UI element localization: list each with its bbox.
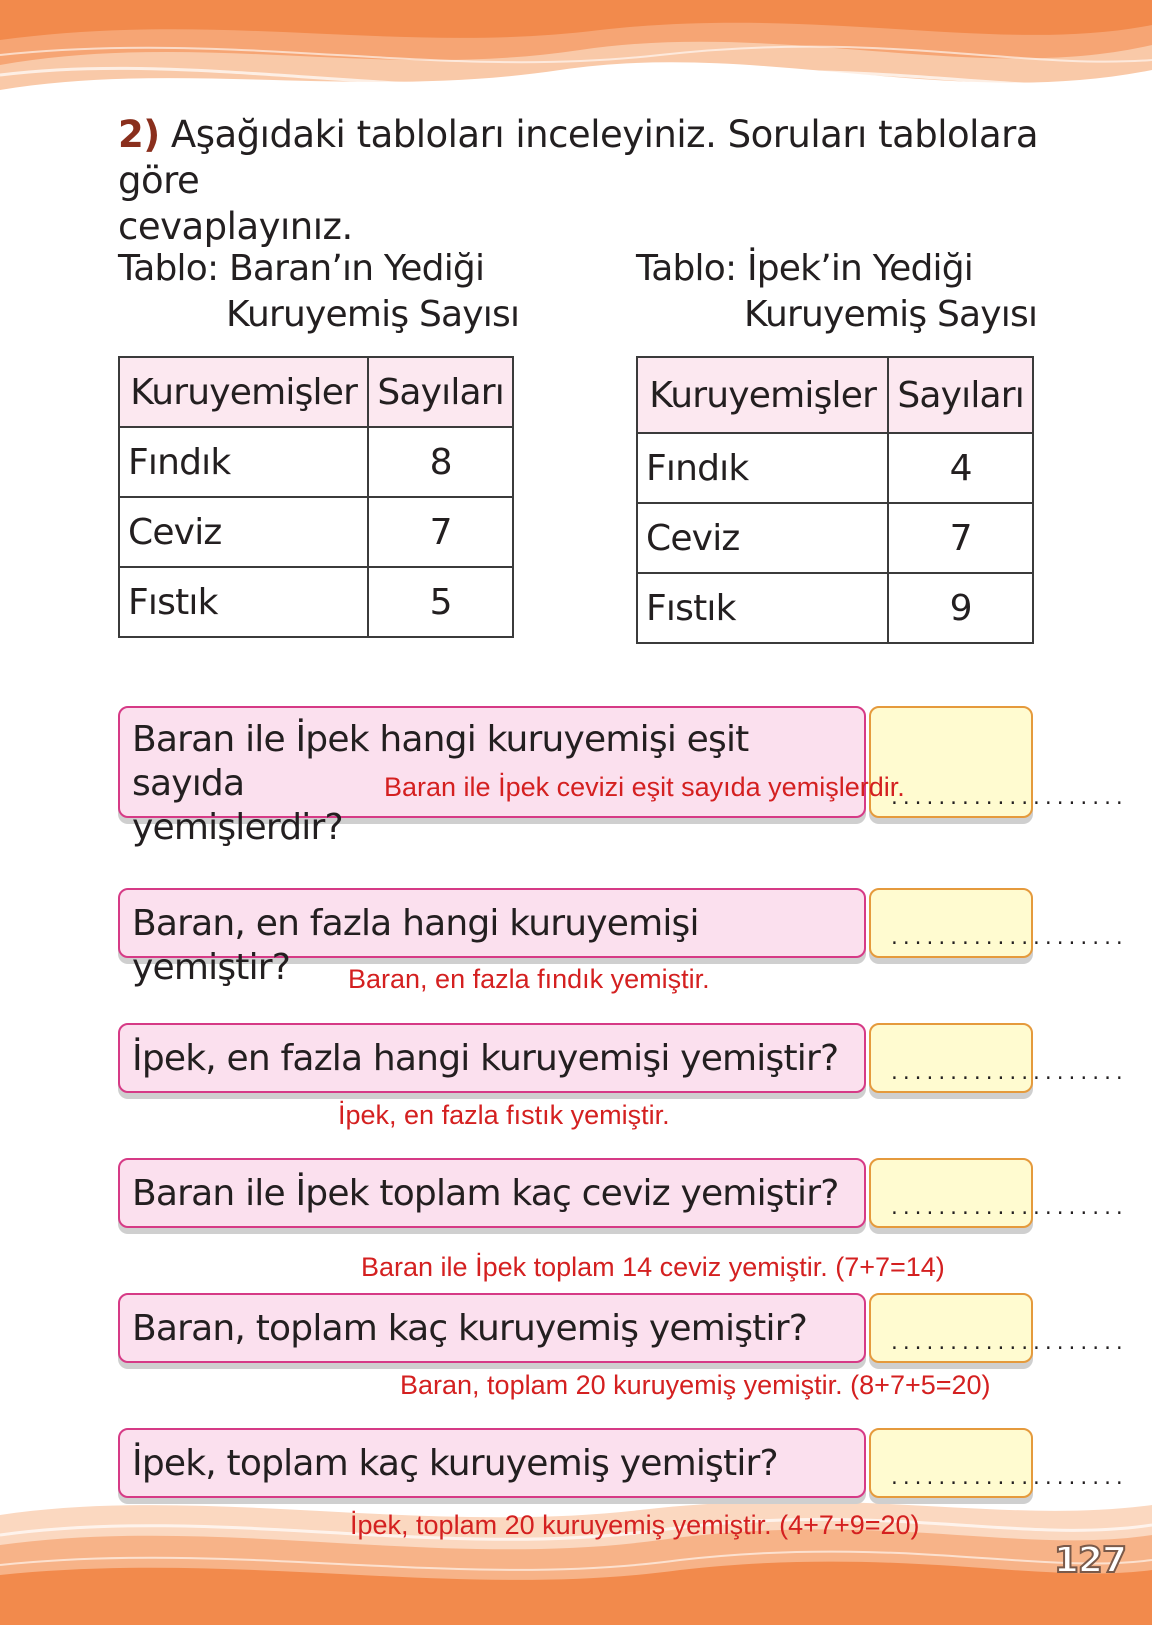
table-row — [637, 573, 1033, 643]
question-box-5 — [118, 1293, 866, 1363]
baran-table-title-line1: Tablo: Baran’ın Yediği — [118, 248, 485, 289]
nut-count: 7 — [368, 497, 513, 567]
nut-count: 5 — [368, 567, 513, 637]
ipek-table-title-line1: Tablo: İpek’in Yediği — [636, 248, 973, 289]
answer-blank: .................... — [889, 1198, 1126, 1219]
ipek-table-title — [636, 246, 1037, 338]
nut-count: 7 — [888, 503, 1033, 573]
table-header-counts: Sayıları — [368, 357, 513, 427]
question-text: Baran, en fazla hangi kuruyemişi yemiştir? — [132, 903, 699, 988]
question-number: 2) — [118, 113, 160, 156]
answer-box-5[interactable] — [869, 1293, 1126, 1363]
question-text-line2: yemişlerdir? — [132, 807, 343, 848]
handwritten-answer-1: Baran ile İpek cevizi eşit sayıda yemişlerdir. — [384, 772, 905, 802]
answer-blank: .................... — [889, 1468, 1126, 1489]
instruction-line1: Aşağıdaki tabloları inceleyiniz. Soruları tablolara göre — [118, 113, 1039, 202]
table-header-nuts: Kuruyemişler — [119, 357, 368, 427]
handwritten-answer-2: Baran, en fazla fındık yemiştir. — [348, 964, 710, 994]
answer-box-3[interactable] — [869, 1023, 1126, 1093]
nut-count: 4 — [888, 433, 1033, 503]
baran-table-title-line2: Kuruyemiş Sayısı — [226, 294, 520, 335]
question-instruction — [118, 112, 1048, 250]
question-text: Baran ile İpek toplam kaç ceviz yemiştir? — [132, 1173, 839, 1214]
answer-box-6[interactable] — [869, 1428, 1126, 1498]
instruction-line2: cevaplayınız. — [118, 205, 353, 248]
handwritten-answer-3: İpek, en fazla fıstık yemiştir. — [338, 1100, 670, 1130]
baran-table-title — [118, 246, 519, 338]
nut-count: 8 — [368, 427, 513, 497]
top-wave-decoration — [0, 0, 1152, 120]
nut-count: 9 — [888, 573, 1033, 643]
answer-blank: .................... — [889, 928, 1126, 949]
answer-blank: .................... — [889, 1063, 1126, 1084]
baran-nuts-table — [118, 356, 514, 638]
nut-name: Ceviz — [119, 497, 368, 567]
handwritten-answer-6: İpek, toplam 20 kuruyemiş yemiştir. (4+7+9=20) — [350, 1510, 920, 1540]
handwritten-answer-4: Baran ile İpek toplam 14 ceviz yemiştir. (7+7=14) — [361, 1252, 945, 1282]
table-row — [637, 503, 1033, 573]
question-box-6 — [118, 1428, 866, 1498]
answer-blank: .................... — [889, 788, 1126, 809]
nut-name: Fıstık — [637, 573, 888, 643]
question-text: Baran, toplam kaç kuruyemiş yemiştir? — [132, 1308, 808, 1349]
ipek-table-title-line2: Kuruyemiş Sayısı — [744, 294, 1038, 335]
page-number: 127 — [1053, 1540, 1126, 1581]
nut-name: Fındık — [119, 427, 368, 497]
answer-box-4[interactable] — [869, 1158, 1126, 1228]
handwritten-answer-5: Baran, toplam 20 kuruyemiş yemiştir. (8+7+5=20) — [400, 1370, 991, 1400]
question-box-3 — [118, 1023, 866, 1093]
answer-box-2[interactable] — [869, 888, 1126, 958]
nut-name: Fıstık — [119, 567, 368, 637]
table-row — [119, 567, 513, 637]
nut-name: Ceviz — [637, 503, 888, 573]
nut-name: Fındık — [637, 433, 888, 503]
question-text: Baran ile İpek hangi kuruyemişi eşit sayıda — [132, 719, 749, 804]
question-text: İpek, en fazla hangi kuruyemişi yemiştir? — [132, 1038, 839, 1079]
table-row — [119, 497, 513, 567]
answer-blank: .................... — [889, 1333, 1126, 1354]
table-row — [119, 427, 513, 497]
table-header-nuts: Kuruyemişler — [637, 357, 888, 433]
question-text: İpek, toplam kaç kuruyemiş yemiştir? — [132, 1443, 778, 1484]
table-row — [637, 433, 1033, 503]
ipek-nuts-table — [636, 356, 1034, 644]
table-header-counts: Sayıları — [888, 357, 1033, 433]
question-box-4 — [118, 1158, 866, 1228]
